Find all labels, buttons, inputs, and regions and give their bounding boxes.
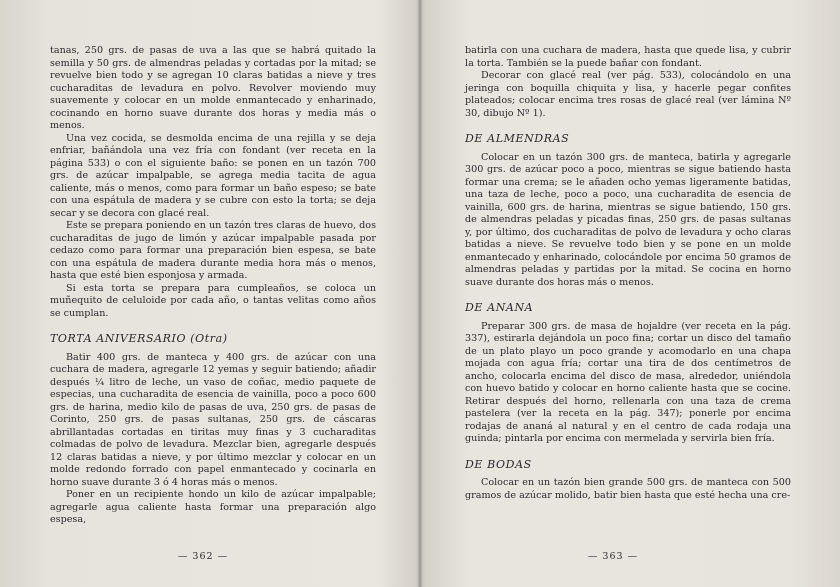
right-page-text <box>465 45 791 502</box>
paragraph: Una vez cocida, se desmolda encima de una rejilla y se deja enfriar, bañándola una vez fría con fondant (ver receta en la página 533) o con el siguiente baño: se ponen en un tazón 700 grs. de azúcar impalpable, se agrega media tacita de agua caliente, más o menos, como para formar un baño espeso; se bate con una espátula de madera y se cubre con esto la torta; se deja secar y se decora con glacé real. <box>50 132 376 219</box>
paragraph: Si esta torta se prepara para cumpleaños, se coloca un muñequito de celuloide por cada año, o tantas velitas como años se cumplan. <box>50 282 376 319</box>
paragraph: Batir 400 grs. de manteca y 400 grs. de azúcar con una cuchara de madera, agregarle 12 yemas y seguir batiendo; añadir después ¼ litro de leche, un vaso de coñac, medio paquete de especias, una cucharadita de esencia de vainilla, poco a poco 600 grs. de harina, medio kilo de pasas de uva, 250 grs. de pasas de Corinto, 250 grs. de pasas sultanas, 250 grs. de cáscaras abrillantadas cortadas en tiritas muy finas y 3 cucharaditas colmadas de polvo de levadura. Mezclar bien, agregarle después 12 claras batidas a nieve, y por último mezclar y colocar en un molde redondo forrado con papel enmantecado y cocinarla en horno suave durante 3 ó 4 horas más o menos. <box>50 351 376 488</box>
paragraph: Colocar en un tazón bien grande 500 grs. de manteca con 500 gramos de azúcar molido, batir bien hasta que esté hecha una cre- <box>465 477 791 501</box>
paragraph: tanas, 250 grs. de pasas de uva a las que se habrá quitado la semilla y 50 grs. de almendras peladas y cortadas por la mitad; se revuelve bien todo y se agregan 10 claras batidas a nieve y tres cucharaditas de levadura en polvo. Revolver moviendo muy suavemente y colocar en un molde enmantecado y enharinado, cocinando en horno suave durante dos horas y media más o menos. <box>50 45 376 131</box>
section-heading: TORTA ANIVERSARIO (Otra) <box>50 332 228 345</box>
paragraph: Este se prepara poniendo en un tazón tres claras de huevo, dos cucharaditas de jugo de limón y azúcar impalpable pasada por cedazo como para formar una preparación bien espesa, se bate con una espátula de madera durante media hora más o menos, hasta que esté bien esponjosa y armada. <box>50 220 376 281</box>
paragraph: Poner en un recipiente hondo un kilo de azúcar impalpable; agregarle agua caliente hasta formar una preparación algo espesa, <box>50 489 376 525</box>
paragraph: Decorar con glacé real (ver pág. 533), colocándolo en una jeringa con boquilla chiquita y lisa, y hacerle pegar confites plateados; colocar encima tres rosas de glacé real (ver lámina Nº 30, dibujo Nº 1). <box>465 70 791 119</box>
paragraph: batirla con una cuchara de madera, hasta que quede lisa, y cubrir la torta. También se la puede bañar con fondant. <box>465 45 791 69</box>
paragraph: Colocar en un tazón 300 grs. de manteca, batirla y agregarle 300 grs. de azúcar poco a poco, mientras se sigue batiendo hasta formar una crema; se le añaden ocho yemas ligeramente batidas, una taza de leche, poco a poco, una cucharadita de esencia de vainilla, 600 grs. de harina, mientras se sigue batiendo, 150 grs. de almendras peladas y picadas finas, 250 grs. de pasas sultanas y, por último, dos cucharaditas de polvo de levadura y ocho claras batidas a nieve. Se revuelve todo bien y se pone en un molde enmantecado y enharinado, colocándole por encima 50 gramos de almendras peladas y partidas por la mitad. Se cocina en horno suave durante dos horas más o menos. <box>465 151 791 288</box>
paragraph: Preparar 300 grs. de masa de hojaldre (ver receta en la pág. 337), estirarla dejándola un poco fina; cortar un disco del tamaño de un plato playo un poco grande y acomodarlo en una chapa mojada con agua fría; cortar una tira de dos centímetros de ancho, colocarla encima del disco de masa, alrededor, uniéndola con huevo batido y colocar en horno caliente hasta que se cocine. Retirar después del horno, rellenarla con una taza de crema pastelera (ver la receta en la pág. 347); ponerle por encima rodajas de ananá al natural y en el centro de cada rodaja una guinda; pintarla por encima con mermelada y servirla bien fría. <box>465 320 791 444</box>
section-heading: DE ANANA <box>465 301 534 314</box>
left-page-text <box>50 45 376 527</box>
page-number: — 363 — <box>587 550 639 562</box>
section-heading: DE ALMENDRAS <box>465 132 570 145</box>
right-page <box>420 0 840 587</box>
section-heading: DE BODAS <box>465 457 532 471</box>
page-number: — 362 — <box>177 550 229 562</box>
